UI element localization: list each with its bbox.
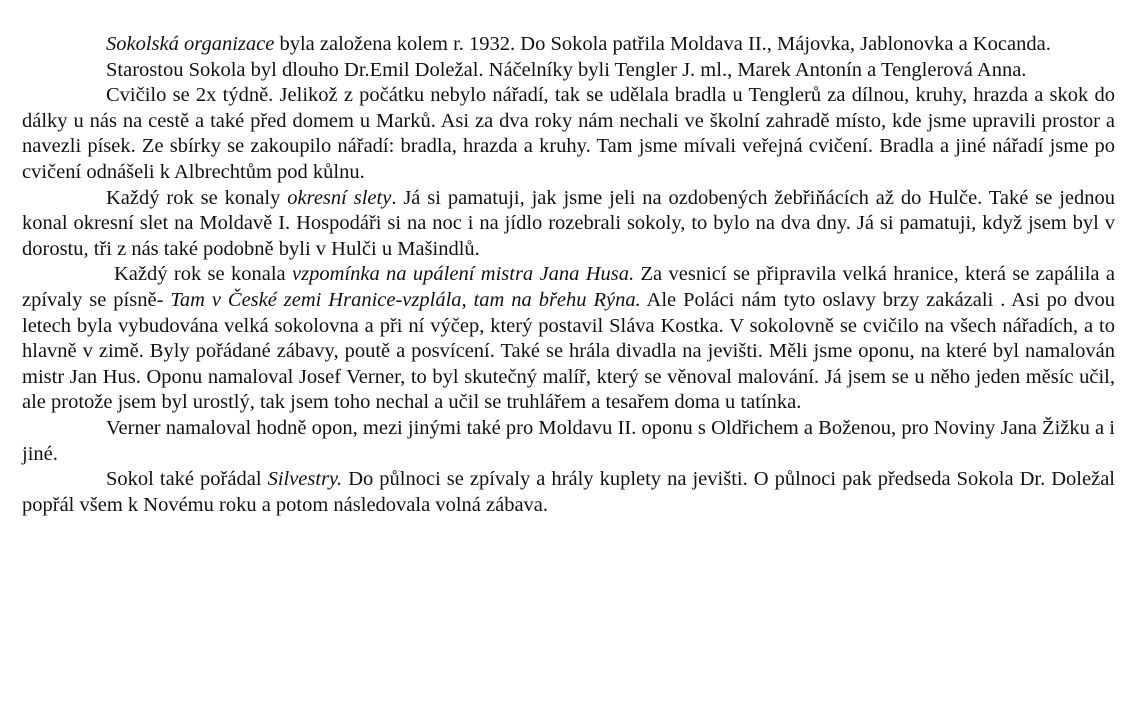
text-span: byla založena kolem r. 1932. Do Sokola patřila Moldava II., Májovka, Jablonovka a Kocanda. <box>274 33 1051 55</box>
text-span: Do půlnoci se zpívaly a hrály kuplety na jevišti. O půlnoci pak předseda Sokola Dr. Doležal popřál všem k Novému roku a potom následovala volná zábava. <box>22 468 1115 516</box>
term-hus-memorial: vzpomínka na upálení mistra Jana Husa. <box>292 263 635 286</box>
term-silvestr: Silvestry. <box>267 468 343 491</box>
text-span: Sokol také pořádal <box>106 468 268 491</box>
paragraph-hus-memorial <box>22 262 1115 416</box>
paragraph-district-rallies <box>22 186 1115 263</box>
paragraph-new-years-eve <box>22 467 1115 518</box>
text-span: Starostou Sokola byl dlouho Dr.Emil Doležal. Náčelníky byli Tengler J. ml., Marek Antonín a Tenglerová Anna. <box>106 58 1027 81</box>
paragraph-sokol-leadership <box>22 58 1115 84</box>
text-span: . Já si pamatuji, jak jsme jeli na ozdobených žebřiňácích až do Hulče. Také se jednou konal okresní slet na Moldavě I. Hospodáři si na noc i na jídlo rozebrali sokoly, to bylo na dva dny. Já si pamatuji, když jsem byl v dorostu, tři z nás také podobně byli v Hulči u Mašindlů. <box>22 186 1115 260</box>
text-span: Verner namaloval hodně opon, mezi jinými také pro Moldavu II. oponu s Oldřichem a Boženou, pro Noviny Jana Žižku a i jiné. <box>22 416 1115 465</box>
text-span: Každý rok se konaly <box>106 186 288 209</box>
text-span: Cvičilo se 2x týdně. Jelikož z počátku nebylo nářadí, tak se udělala bradla u Tenglerů za dílnou, kruhy, hrazda a skok do dálky u nás na cestě a také před domem u Marků. Asi za dva roky nám nechali ve školní zahradě místo, kde jsme upravili prostor a navezli písek. Ze sbírky se zakoupilo nářadí: bradla, hrazda a kruhy. Tam jsme mívali veřejná cvičení. Bradla a jiné nářadí jsme po cvičení odnášeli k Albrechtům pod kůlnu. <box>22 84 1115 183</box>
paragraph-training <box>22 83 1115 185</box>
text-span: Každý rok se konala <box>114 263 293 286</box>
text-span: Za vesnicí se připravila velká hranice, která se zapálila a zpívaly se písně- <box>22 263 1115 311</box>
term-district-rallies: okresní slety <box>287 186 392 209</box>
paragraph-sokol-founding <box>22 32 1115 58</box>
text-span: Ale Poláci nám tyto oslavy brzy zakázali . Asi po dvou letech byla vybudována velká sokolovna a při ní výčep, který postavil Sláva Kostka. V sokolovně se cvičilo na všech nářadích, a to hlavně v zimě. Byly pořádané zábavy, poutě a posvícení. Také se hrála divadla na jevišti. Měli jsme oponu, na které byl namalován mistr Jan Hus. Oponu namaloval Josef Verner, to byl skutečný malíř, který se věnoval malování. Já jsem se u něho jeden měsíc učil, ale protože jsem byl urostlý, tak jsem toho nechal a učil se truhlářem a tesařem doma u tatínka. <box>22 288 1116 414</box>
paragraph-verner-curtains <box>22 416 1115 467</box>
song-quote: Tam v České zemi Hranice-vzplála, tam na břehu Rýna. <box>170 288 641 311</box>
term-sokol-organization: Sokolská organizace <box>106 33 275 55</box>
